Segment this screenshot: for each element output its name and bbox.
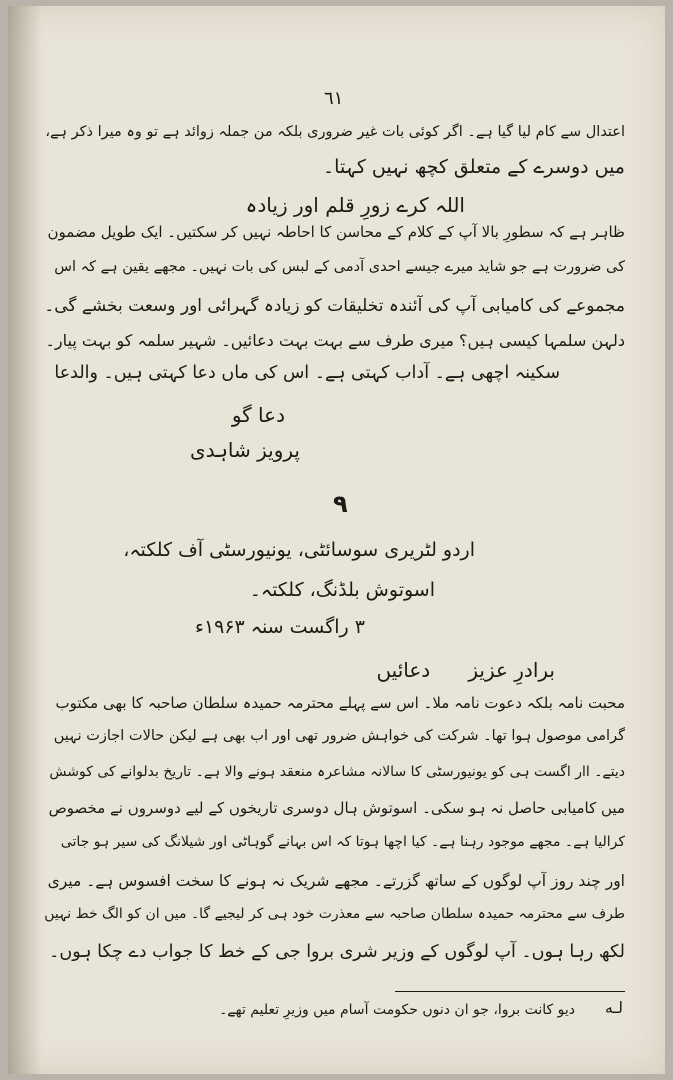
para3-line-2: گرامی موصول ہوا تھا۔ شرکت کی خواہش ضرور تھی اور اب بھی ہے لیکن حالات اجازت نہیں [53,728,625,744]
footnote-text: دیو کانت بروا، جو ان دنوں حکومت آسام میں وزیرِ تعلیم تھے۔ [219,1002,575,1018]
para2-line-1: ظاہر ہے کہ سطورِ بالا آپ کے کلام کے محاسن کا احاطہ نہیں کر سکتیں۔ ایک طویل مضمون [47,223,625,241]
para3-line-5: کرالیا ہے۔ مجھے موجود رہنا ہے۔ کیا اچھا ہوتا کہ اس بہانے گوہاٹی اور شیلانگ کی سیر ہو جاتی [60,834,625,850]
para1-line-1: اعتدال سے کام لیا گیا ہے۔ اگر کوئی بات غیر ضروری بلکہ من جملہ زوائد ہے تو وہ میرا ذکر ہے، [45,124,625,140]
para3-line-7: طرف سے محترمہ حمیدہ سلطان صاحبہ سے معذرت خود ہی کر لیجیے گا۔ میں ان کو الگ خط نہیں [44,906,625,922]
para3-line-3: دیتے۔ اار اگست ہی کو یونیورسٹی کا سالانہ مشاعرہ منعقد ہونے والا ہے۔ تاریخ بدلوانے کی کوشش [49,764,625,780]
para2-line-3: مجموعے کی کامیابی آپ کی آئندہ تخلیقات کو زیادہ گہرائی اور وسعت بخشے گی۔ [44,296,625,316]
para2-line-4: دلہن سلمہا کیسی ہیں؟ میری طرف سے بہت بہت دعائیں۔ شہیر سلمہ کو بہت پیار۔ [45,331,625,350]
para3-line-8: لکھ رہا ہوں۔ آپ لوگوں کے وزیر شری بروا جی کے خط کا جواب دے چکا ہوں۔ [49,942,625,962]
para2-line-5: سکینہ اچھی ہے۔ آداب کہتی ہے۔ اس کی ماں دعا کہتی ہیں۔ والدعا [54,363,560,383]
para3-line-6: اور چند روز آپ لوگوں کے ساتھ گزرتے۔ مجھے شریک نہ ہونے کا سخت افسوس ہے۔ میری [47,872,625,890]
address-line-2: اسوتوش بلڈنگ، کلکتہ۔ [249,579,435,601]
signoff: دعا گو [231,403,285,427]
binding-shadow [8,6,42,1074]
salutation: برادرِ عزیز دعائیں [376,658,555,682]
para2-line-2: کی ضرورت ہے جو شاید میرے جیسے احدی آدمی کے لبس کی بات نہیں۔ مجھے یقین ہے کہ اس [54,259,625,275]
book-page [8,6,665,1074]
para3-line-4: میں کامیابی حاصل نہ ہو سکی۔ اسوتوش ہال دوسری تاریخوں کے لیے دوسروں نے مخصوص [48,799,625,817]
footnote-marker: لـه [604,998,623,1017]
address-line-1: اردو لٹریری سوسائٹی، یونیورسٹی آف کلکتہ، [123,539,475,561]
para1-line-2: میں دوسرے کے متعلق کچھ نہیں کہتا۔ [323,156,625,178]
signature: پرویز شاہدی [190,438,300,462]
blessing-verse: اللہ کرے زورِ قلم اور زیادہ [245,193,465,217]
footnote-rule [395,991,625,992]
letter-number: ۹ [333,490,348,518]
page-number: ٦١ [324,88,344,109]
para3-line-1: محبت نامہ بلکہ دعوت نامہ ملا۔ اس سے پہلے محترمہ حمیدہ سلطان صاحبہ کا بھی مکتوب [55,694,625,712]
address-date: ۳ راگست سنہ ۱۹۶۳ء [195,616,365,638]
